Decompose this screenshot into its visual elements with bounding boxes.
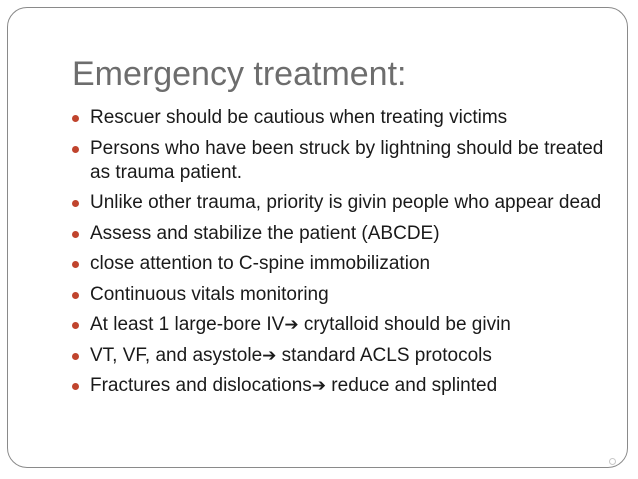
bullet-text: Rescuer should be cautious when treating victims (90, 107, 508, 128)
list-item (72, 222, 612, 246)
list-item (72, 252, 612, 276)
bullet-dot-icon (72, 383, 79, 390)
bullet-dot-icon (72, 146, 79, 153)
list-item (72, 137, 612, 185)
bullet-text-pre: VT, VF, and asystole (90, 344, 263, 366)
bullet-text: Persons who have been struck by lightning should be treated as trauma patient. (90, 137, 604, 183)
bullet-text: close attention to C-spine immobilization (90, 253, 431, 274)
bullet-text-post: crytalloid should be givin (298, 314, 511, 335)
list-item (72, 374, 612, 398)
bullet-text-pre: Fractures and dislocations (90, 375, 312, 396)
bullet-text-post: reduce and splinted (326, 375, 498, 396)
bullet-text: Unlike other trauma, priority is givin people who appear dead (90, 192, 602, 213)
page-indicator-icon (609, 458, 616, 465)
bullet-text-pre: At least 1 large-bore IV (90, 314, 285, 335)
list-item (72, 191, 612, 215)
bullet-text: Assess and stabilize the patient (ABCDE) (90, 222, 440, 244)
bullet-dot-icon (72, 261, 79, 268)
list-item (72, 106, 612, 130)
arrow-right-icon: ➔ (284, 315, 299, 335)
bullet-dot-icon (72, 353, 79, 360)
arrow-right-icon: ➔ (262, 345, 277, 366)
list-item (72, 283, 612, 307)
bullet-dot-icon (72, 231, 79, 238)
list-item (72, 344, 612, 368)
bullet-text-post: standard ACLS protocols (276, 344, 492, 366)
list-item (72, 313, 612, 337)
bullet-list (72, 106, 612, 405)
arrow-right-icon: ➔ (311, 376, 327, 396)
bullet-dot-icon (72, 322, 79, 329)
bullet-dot-icon (72, 115, 79, 122)
bullet-dot-icon (72, 200, 79, 207)
slide-title: Emergency treatment: (72, 55, 407, 93)
bullet-dot-icon (72, 292, 79, 299)
bullet-text: Continuous vitals monitoring (90, 283, 329, 305)
